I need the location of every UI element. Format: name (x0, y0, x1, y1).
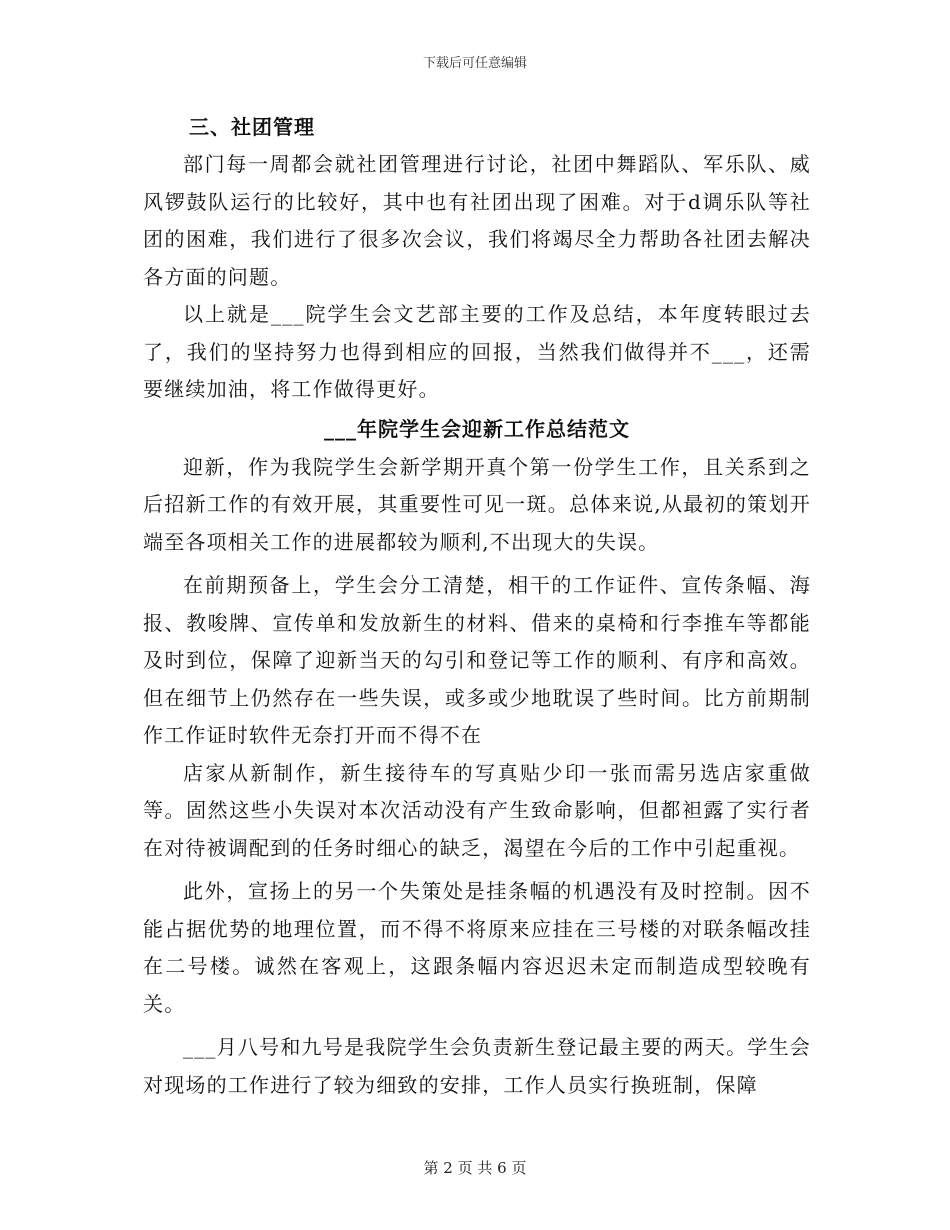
paragraph: 以上就是___院学生会文艺部主要的工作及总结，本年度转眼过去了，我们的坚持努力也得到相应的回报，当然我们做得并不___，还需要继续加油，将工作做得更好。 (143, 302, 811, 401)
page-header: 下载后可任意编辑 (422, 56, 527, 71)
paragraph: 迎新，作为我院学生会新学期开真个第一份学生工作，且关系到之后招新工作的有效开展，其重要性可见一斑。总体来说,从最初的策划开端至各项相关工作的进展都较为顺利,不出现大的失误。 (143, 454, 811, 554)
article-title: ___年院学生会迎新工作总结范文 (324, 416, 630, 441)
paragraph: ___月八号和九号是我院学生会负责新生登记最主要的两天。学生会对现场的工作进行了较为细致的安排，工作人员实行换班制，保障 (143, 1035, 811, 1097)
document-body (143, 110, 811, 1104)
paragraph: 部门每一周都会就社团管理进行讨论，社团中舞蹈队、军乐队、威风锣鼓队运行的比较好，其中也有社团出现了困难。对于d调乐队等社团的困难，我们进行了很多次会议，我们将竭尽全力帮助各社团去解决各方面的问题。 (143, 152, 811, 289)
section-heading: 三、社团管理 (189, 115, 315, 139)
page-footer: 第 2 页 共 6 页 (423, 1159, 527, 1177)
paragraph: 店家从新制作，新生接待车的写真贴少印一张而需另选店家重做等。固然这些小失误对本次活动没有产生致命影响，但都袒露了实行者在对待被调配到的任务时细心的缺乏，渴望在今后的工作中引起重视。 (143, 760, 811, 860)
paragraph: 此外，宣扬上的另一个失策处是挂条幅的机遇没有及时控制。因不能占据优势的地理位置，而不得不将原来应挂在三号楼的对联条幅改挂在二号楼。诚然在客观上，这跟条幅内容迟迟未定而制造成型较晚有关。 (143, 879, 811, 1016)
paragraph: 在前期预备上，学生会分工清楚，相干的工作证件、宣传条幅、海报、教唆牌、宣传单和发放新生的材料、借来的桌椅和行李推车等都能及时到位，保障了迎新当天的勾引和登记等工作的顺利、有序和高效。但在细节上仍然存在一些失误，或多或少地耽误了些时间。比方前期制作工作证时软件无奈打开而不得不在 (143, 573, 811, 747)
